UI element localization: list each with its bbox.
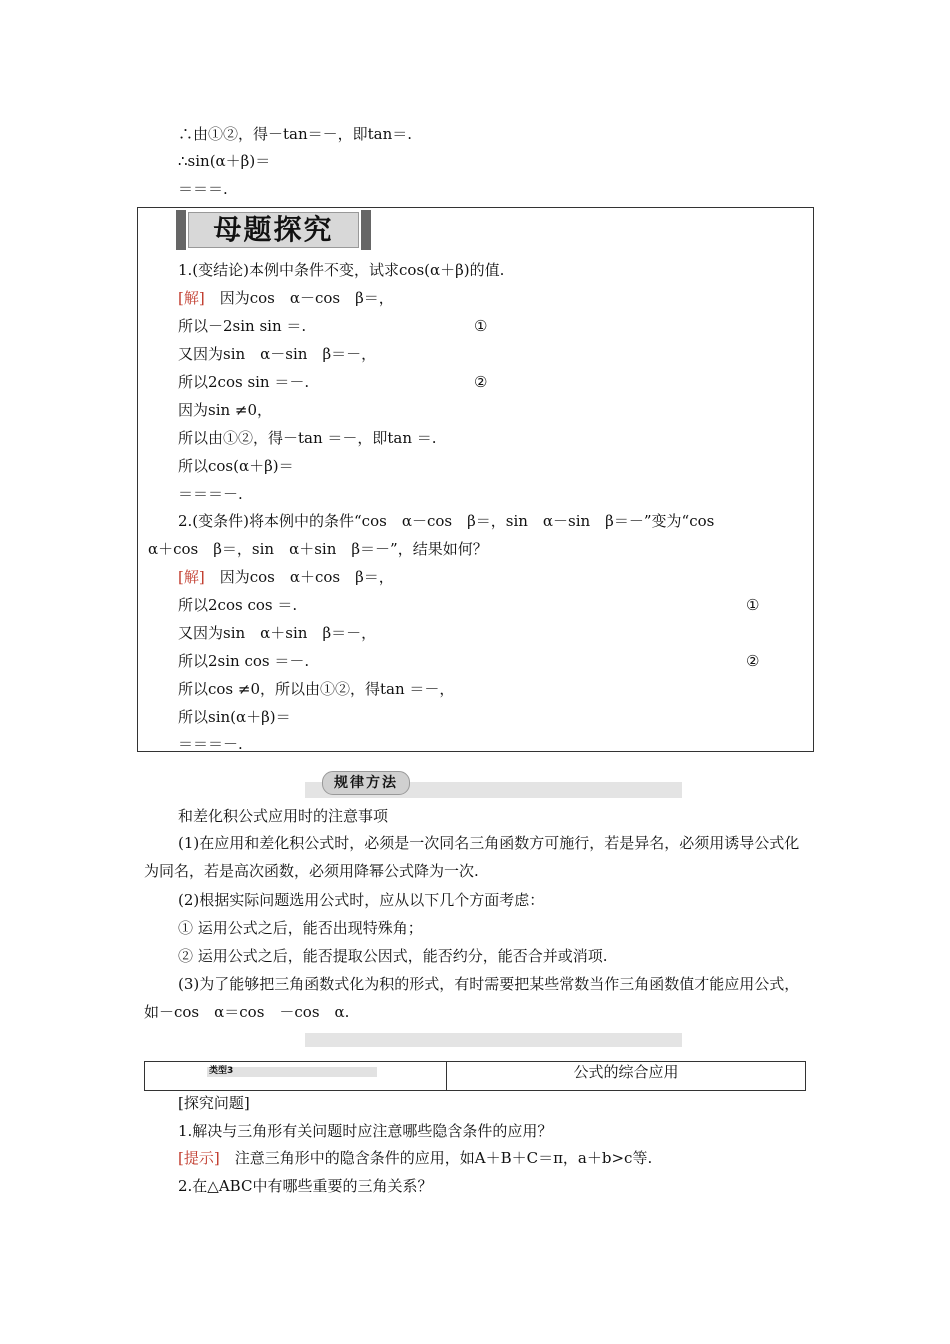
type-header-table <box>144 1061 806 1091</box>
q2-line-6: 所以sin(α＋β)＝ <box>178 708 291 726</box>
hint-text: 注意三角形中的隐含条件的应用，如A＋B＋C＝π，a＋b>c等. <box>234 1149 653 1167</box>
bracket-left <box>176 210 186 250</box>
top-line-2: ∴sin(α＋β)＝ <box>178 152 271 170</box>
notes-p2b: ② 运用公式之后，能否提取公因式，能否约分，能否合并或消项. <box>178 947 608 965</box>
explore-hint <box>178 1148 652 1168</box>
notes-p1: (1)在应用和差化积公式时，必须是一次同名三角函数方可施行，若是异名，必须用诱导公式化为同名，若是高次函数，必须用降幂公式降为一次. <box>144 834 800 880</box>
q2-line1-text: 因为cos α＋cos β＝， <box>219 568 394 586</box>
q2-question-b: α＋cos β＝，sin α＋sin β＝－”，结果如何？ <box>148 540 488 558</box>
q2-mark-2: ② <box>746 652 760 670</box>
banner-title: 母题探究 <box>188 212 359 248</box>
notes-p3: (3)为了能够把三角函数式化为积的形式，有时需要把某些常数当作三角函数值才能应用公式，如－cos α＝cos －cos α. <box>144 975 800 1021</box>
q2-mark-1: ① <box>746 596 760 614</box>
q1-line1-text: 因为cos α－cos β＝， <box>219 289 394 307</box>
q1-line-4: 所以2cos sin ＝－. <box>178 373 310 391</box>
q1-question: 1.(变结论)本例中条件不变，试求cos(α＋β)的值. <box>178 261 505 279</box>
q1-line-3: 又因为sin α－sin β＝－， <box>178 345 377 363</box>
type-tag-cell <box>145 1062 447 1090</box>
notes-p2: (2)根据实际问题选用公式时，应从以下几个方面考虑： <box>178 891 545 909</box>
top-line-1: ∴由①②，得－tan＝－，即tan＝. <box>178 125 413 143</box>
q1-solution-line-1 <box>178 288 394 308</box>
q2-line-3: 又因为sin α＋sin β＝－， <box>178 624 377 642</box>
type-tag: 类型3 <box>209 1066 234 1076</box>
rule-label: 规律方法 <box>322 771 410 795</box>
type-title: 公式的综合应用 <box>573 1063 679 1081</box>
notes-title: 和差化积公式应用时的注意事项 <box>178 807 389 825</box>
q1-mark-2: ② <box>474 373 488 391</box>
explore-q2: 2.在△ABC中有哪些重要的三角关系？ <box>178 1177 433 1195</box>
q2-line-2: 所以2cos cos ＝. <box>178 596 298 614</box>
q1-line-6: 所以由①②，得－tan ＝－，即tan ＝. <box>178 429 437 447</box>
notes-p2a: ① 运用公式之后，能否出现特殊角； <box>178 919 423 937</box>
hint-tag: [提示] <box>178 1149 220 1167</box>
q1-mark-1: ① <box>474 317 488 335</box>
q2-line-7: ＝＝＝－. <box>178 735 243 753</box>
q2-line-5: 所以cos ≠0，所以由①②，得tan ＝－， <box>178 680 455 698</box>
banner <box>176 208 371 254</box>
q1-line-2: 所以－2sin sin ＝. <box>178 317 307 335</box>
q1-line-5: 因为sin ≠0， <box>178 401 273 419</box>
q1-line-7: 所以cos(α＋β)＝ <box>178 457 294 475</box>
q2-solution-line-1 <box>178 567 394 587</box>
q1-line-8: ＝＝＝－. <box>178 485 243 503</box>
solution-tag: [解] <box>178 289 205 307</box>
q2-line-4: 所以2sin cos ＝－. <box>178 652 310 670</box>
solution-tag: [解] <box>178 568 205 586</box>
top-line-3: ＝＝＝. <box>178 180 228 198</box>
q2-question-a: 2.(变条件)将本例中的条件“cos α－cos β＝，sin α－sin β＝－”变为“cos <box>178 512 715 530</box>
explore-heading: [探究问题] <box>178 1094 250 1112</box>
divider-bar <box>305 1033 682 1047</box>
explore-q1: 1.解决与三角形有关问题时应注意哪些隐含条件的应用？ <box>178 1122 553 1140</box>
bracket-right <box>361 210 371 250</box>
